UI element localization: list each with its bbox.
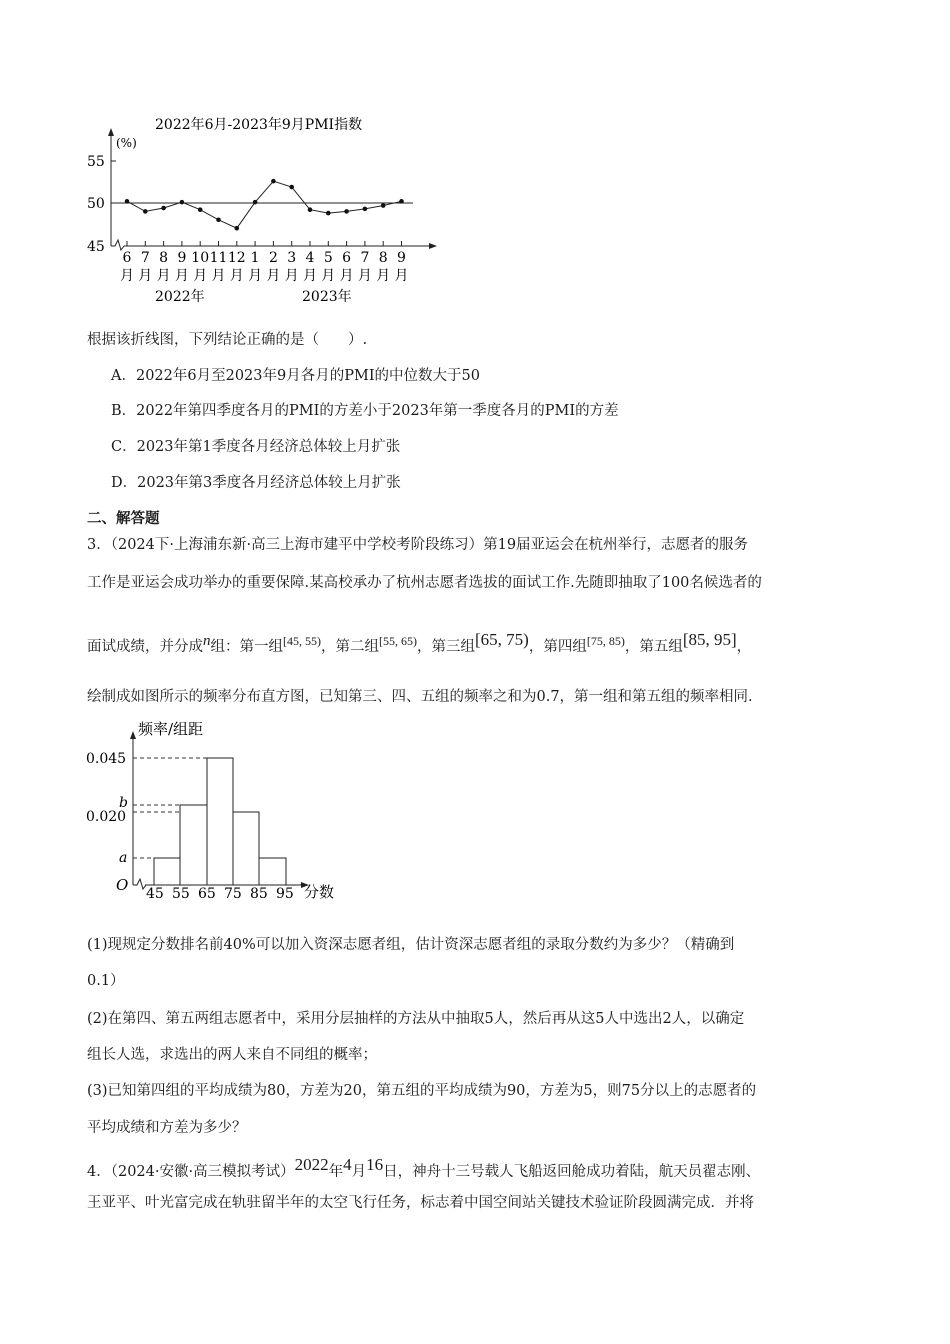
pmi-xtick-month-char: 月 [266,268,281,284]
pmi-x-arrow [429,243,437,249]
hist-ytick-a: a [119,850,128,866]
pmi-xtick-month-number: 10 [191,250,210,266]
pmi-xtick-month-char: 月 [193,268,208,284]
q2-option-a: A．2022年6月至2023年9月各月的PMI的中位数大于50 [111,368,481,384]
q3-line3: 面试成绩，并分成n组：第一组$^{[45, 55)}$，第二组$^{[55, 65)}$，第三组[65, 75)，第四组$^{[75, 85)}$，第五组[85, 95]， [87,630,752,655]
q3-group4-interval: [75, 85) [586,634,625,648]
frequency-histogram [0,700,400,910]
q2-option-c: C．2023年第1季度各月经济总体较上月扩张 [111,439,401,455]
pmi-point-2022-11 [216,218,221,223]
q3-group3-interval: [65, 75) [475,630,529,649]
pmi-xtick-month-number: 6 [122,250,132,266]
pmi-point-2023-04 [308,207,313,212]
hist-y-label: 频率/组距 [138,720,204,738]
hist-ytick-0020: 0.020 [86,809,127,825]
q3-group2-interval: [55, 65) [379,634,417,648]
hist-bar-75-85 [233,812,259,885]
pmi-xtick-month-number: 8 [159,250,169,266]
q2-stem: 根据该折线图，下列结论正确的是（ ）. [87,332,368,348]
pmi-xtick-month-number: 4 [305,250,315,266]
pmi-ytick-50: 50 [87,196,105,212]
pmi-point-2023-06 [344,209,349,214]
pmi-xtick-month-number: 5 [323,250,333,266]
pmi-xtick-month-char: 月 [303,268,317,284]
section-heading: 二、解答题 [87,510,160,527]
q3-line1: 3．（2024下·上海浦东新·高三上海市建平中学校考阶段练习）第19届亚运会在杭州举行，志愿者的服务 [87,537,749,553]
pmi-ytick-55: 55 [87,154,105,170]
pmi-point-2023-05 [326,211,331,216]
q2-option-d: D．2023年第3季度各月经济总体较上月扩张 [111,475,401,491]
pmi-xtick-month-number: 11 [209,250,228,266]
hist-ytick-0045: 0.045 [86,751,127,767]
pmi-xtick-month-number: 8 [378,250,388,266]
q3-n-variable: n [203,633,211,649]
hist-y-arrow [130,731,136,739]
pmi-point-2023-09 [399,199,404,204]
q3-line2: 工作是亚运会成功举办的重要保障.某高校承办了杭州志愿者选拔的面试工作.先随即抽取了100名候选者的 [87,575,762,591]
pmi-year-2022: 2022年 [155,289,205,305]
pmi-point-2022-06 [125,199,130,204]
pmi-xtick-month-number: 1 [250,250,260,266]
pmi-series-line [127,181,402,228]
hist-xtick-95: 95 [276,886,294,902]
q4-month: 4 [343,1155,352,1174]
q4-line2: 王亚平、叶光富完成在轨驻留半年的太空飞行任务，标志着中国空间站关键技术验证阶段圆满完成．并将 [87,1195,754,1211]
pmi-xtick-month-number: 9 [397,250,406,266]
pmi-xtick-month-char: 月 [376,268,391,284]
pmi-y-unit: (%) [116,136,137,150]
q4-line1: 4．（2024·安徽·高三模拟考试）2022年4月16日，神舟十三号载人飞船返回舱成功着陆，航天员翟志刚、 [87,1155,761,1180]
pmi-point-2023-03 [289,185,294,190]
q3-sub1-line1: (1)现规定分数排名前40%可以加入资深志愿者组，估计资深志愿者组的录取分数约为多少？（精确到 [87,937,735,953]
hist-axis-break [133,879,146,889]
hist-xtick-55: 55 [172,886,190,902]
pmi-point-2022-09 [180,200,185,205]
pmi-point-2023-07 [363,207,368,212]
q3-sub3-line2: 平均成绩和方差为多少？ [87,1120,247,1136]
pmi-xtick-month-char: 月 [120,268,134,284]
q3-group1-interval: [45, 55) [283,634,321,648]
pmi-xtick-month-number: 2 [268,250,278,266]
hist-bar-45-55 [154,858,180,885]
hist-bar-65-75 [207,758,233,885]
hist-xtick-75: 75 [224,886,242,902]
pmi-point-2023-01 [253,200,258,205]
pmi-year-2023: 2023年 [302,289,352,305]
hist-x-label: 分数 [304,883,335,901]
q3-sub2-line1: (2)在第四、第五两组志愿者中，采用分层抽样的方法从中抽取5人，然后再从这5人中选出2人，以确定 [87,1011,745,1027]
pmi-xtick-month-char: 月 [156,268,171,284]
pmi-xtick-month-char: 月 [357,268,372,284]
q4-year: 2022 [294,1155,329,1174]
pmi-xtick-month-number: 9 [177,250,187,266]
pmi-ytick-45: 45 [87,239,105,255]
pmi-point-2022-07 [143,209,148,214]
hist-bar-85-95 [259,858,286,885]
pmi-point-2022-12 [235,226,240,231]
pmi-xtick-month-char: 月 [211,268,226,284]
pmi-line-chart [0,0,460,320]
pmi-xtick-month-char: 月 [394,268,409,284]
q3-group5-interval: [85, 95] [682,630,737,649]
pmi-xtick-month-char: 月 [248,268,263,284]
pmi-xtick-month-number: 7 [140,250,150,266]
pmi-point-2022-08 [161,206,166,211]
hist-xtick-85: 85 [250,886,268,902]
pmi-chart-title: 2022年6月-2023年9月PMI指数 [155,117,363,133]
hist-ytick-b: b [119,795,128,811]
q3-sub3-line1: (3)已知第四组的平均成绩为80，方差为20，第五组的平均成绩为90，方差为5，则75分以上的志愿者的 [87,1083,757,1099]
pmi-axis-break [111,240,124,250]
pmi-xtick-month-char: 月 [174,268,189,284]
pmi-xtick-month-char: 月 [138,268,153,284]
hist-origin: O [116,876,129,894]
pmi-xtick-month-number: 6 [342,250,352,266]
pmi-xtick-month-number: 7 [360,250,370,266]
q2-option-b: B．2022年第四季度各月的PMI的方差小于2023年第一季度各月的PMI的方差 [111,403,619,419]
q3-sub1-line2: 0.1） [87,973,125,989]
pmi-xtick-month-char: 月 [229,268,244,284]
hist-xtick-65: 65 [198,886,216,902]
pmi-xtick-month-char: 月 [284,268,299,284]
q3-line4: 绘制成如图所示的频率分布直方图，已知第三、四、五组的频率之和为0.7，第一组和第五组的频率相同. [87,689,753,705]
pmi-xtick-month-number: 3 [287,250,297,266]
pmi-point-2023-02 [271,179,276,184]
hist-xtick-45: 45 [146,886,164,902]
pmi-y-arrow [108,128,114,136]
q4-day: 16 [366,1155,384,1174]
pmi-xtick-month-number: 12 [227,250,246,266]
hist-bar-55-65 [180,805,207,885]
pmi-point-2023-08 [381,203,386,208]
q3-sub2-line2: 组长人选，求选出的两人来自不同组的概率； [87,1047,377,1063]
pmi-xtick-month-char: 月 [339,268,354,284]
pmi-point-2022-10 [198,207,203,212]
pmi-xtick-month-char: 月 [321,268,336,284]
